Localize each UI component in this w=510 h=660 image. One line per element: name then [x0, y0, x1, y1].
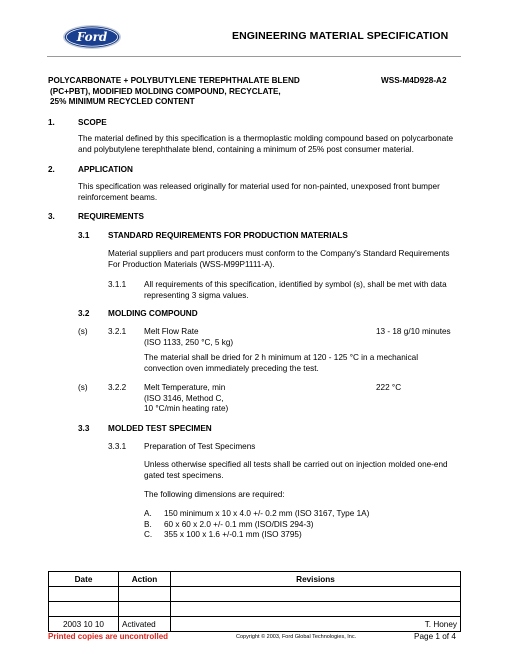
text-line: Material suppliers and part producers must conform to the Company's Standard Requirements — [108, 249, 450, 258]
melt-flow-rate-label — [144, 327, 233, 348]
list-item-text: 60 x 60 x 2.0 +/- 0.1 mm (ISO/DIS 294-3) — [164, 519, 314, 529]
page-number: Page 1 of 4 — [414, 632, 456, 641]
cell-date: 2003 10 10 — [49, 617, 119, 632]
section-heading-application: APPLICATION — [78, 165, 133, 174]
section-number: 3. — [48, 212, 55, 221]
revision-header-row — [49, 572, 461, 587]
text-line: convection oven immediately preceding the test. — [144, 363, 319, 373]
cell-date — [49, 587, 119, 602]
table-row — [49, 602, 461, 617]
document-type-title: ENGINEERING MATERIAL SPECIFICATION — [232, 30, 449, 42]
clause-number: 3.2.1 — [108, 327, 127, 336]
scope-paragraph — [78, 134, 453, 155]
column-header-date: Date — [49, 572, 119, 587]
table-row — [49, 617, 461, 632]
list-item — [144, 509, 369, 520]
text-line: (ISO 3146, Method C, — [144, 393, 224, 403]
application-paragraph — [78, 182, 440, 203]
subsection-number: 3.3 — [78, 424, 90, 433]
dimensions-intro: The following dimensions are required: — [144, 490, 285, 499]
revision-table — [48, 571, 461, 632]
spec-title-line: POLYCARBONATE + POLYBUTYLENE TEREPHTHALATE BLEND — [48, 76, 300, 85]
cell-action: Activated — [119, 617, 171, 632]
copyright-notice: Copyright © 2003, Ford Global Technologies, Inc. — [236, 634, 357, 640]
spec-number: WSS-M4D928-A2 — [381, 76, 447, 85]
section-number: 2. — [48, 165, 55, 174]
subsection-heading-molded-test-specimen: MOLDED TEST SPECIMEN — [108, 424, 212, 433]
cell-date — [49, 602, 119, 617]
clause-number: 3.3.1 — [108, 442, 127, 451]
header-rule — [47, 56, 461, 57]
list-item-text: 355 x 100 x 1.6 +/-0.1 mm (ISO 3795) — [164, 530, 302, 540]
melt-flow-rate-value: 13 - 18 g/10 minutes — [376, 327, 451, 336]
logo-text: Ford — [76, 30, 108, 45]
text-line: and polybutylene terephthalate blend, containing a minimum of 25% post consumer material. — [78, 144, 414, 154]
cell-revision: T. Honey — [171, 617, 461, 632]
text-line: gated test specimens. — [144, 470, 224, 480]
spec-title-line: (PC+PBT), MODIFIED MOLDING COMPOUND, RECYCLATE, — [50, 86, 281, 96]
column-header-revisions: Revisions — [171, 572, 461, 587]
text-line: Melt Temperature, min — [144, 383, 226, 392]
cell-revision — [171, 587, 461, 602]
list-item — [144, 520, 369, 531]
cell-action — [119, 602, 171, 617]
subsection-number: 3.2 — [78, 309, 90, 318]
list-item — [144, 530, 369, 541]
subsection-heading-standard-requirements: STANDARD REQUIREMENTS FOR PRODUCTION MATERIALS — [108, 231, 348, 240]
text-line: All requirements of this specification, identified by symbol (s), shall be met with data — [144, 280, 447, 289]
text-line: This specification was released originally for material used for non-painted, unexposed front bumper — [78, 182, 440, 191]
table-row — [49, 587, 461, 602]
cell-revision — [171, 602, 461, 617]
text-line: The material shall be dried for 2 h minimum at 120 - 125 °C in a mechanical — [144, 353, 419, 362]
column-header-action: Action — [119, 572, 171, 587]
text-line: For Production Materials (WSS-M99P1111-A). — [108, 259, 275, 269]
melt-temperature-value: 222 °C — [376, 383, 402, 392]
text-line: Melt Flow Rate — [144, 327, 199, 336]
text-line: representing 3 sigma values. — [144, 290, 249, 300]
section-heading-scope: SCOPE — [78, 118, 107, 127]
list-item-label: A. — [144, 509, 152, 518]
ford-logo — [62, 24, 122, 50]
subsection-heading-molding-compound: MOLDING COMPOUND — [108, 309, 198, 318]
clause-number: 3.2.2 — [108, 383, 127, 392]
list-item-text: 150 minimum x 10 x 4.0 +/- 0.2 mm (ISO 3167, Type 1A) — [164, 509, 370, 518]
spec-title-line: 25% MINIMUM RECYCLED CONTENT — [50, 97, 195, 107]
clause-number: 3.1.1 — [108, 280, 127, 289]
critical-symbol: (s) — [78, 327, 88, 336]
list-item-label: C. — [144, 530, 153, 540]
text-line: The material defined by this specification is a thermoplastic molding compound based on polycarbonate — [78, 134, 454, 143]
subsection-number: 3.1 — [78, 231, 90, 240]
text-line: (ISO 1133, 250 °C, 5 kg) — [144, 337, 234, 347]
section-heading-requirements: REQUIREMENTS — [78, 212, 144, 221]
specimen-paragraph — [144, 460, 448, 481]
clause-heading-preparation: Preparation of Test Specimens — [144, 442, 256, 451]
standard-requirements-paragraph — [108, 249, 450, 270]
uncontrolled-copies-notice: Printed copies are uncontrolled — [48, 632, 169, 641]
text-line: reinforcement beams. — [78, 192, 158, 202]
drying-note — [144, 353, 462, 374]
section-number: 1. — [48, 118, 55, 127]
list-item-label: B. — [144, 519, 152, 529]
critical-symbol: (s) — [78, 383, 88, 392]
text-line: Unless otherwise specified all tests shall be carried out on injection molded one-end — [144, 460, 448, 469]
spec-title — [48, 76, 300, 108]
text-line: 10 °C/min heating rate) — [144, 404, 229, 414]
melt-temperature-label — [144, 383, 228, 415]
dimensions-list — [144, 509, 369, 541]
clause-3-1-1-text — [144, 280, 447, 301]
cell-action — [119, 587, 171, 602]
